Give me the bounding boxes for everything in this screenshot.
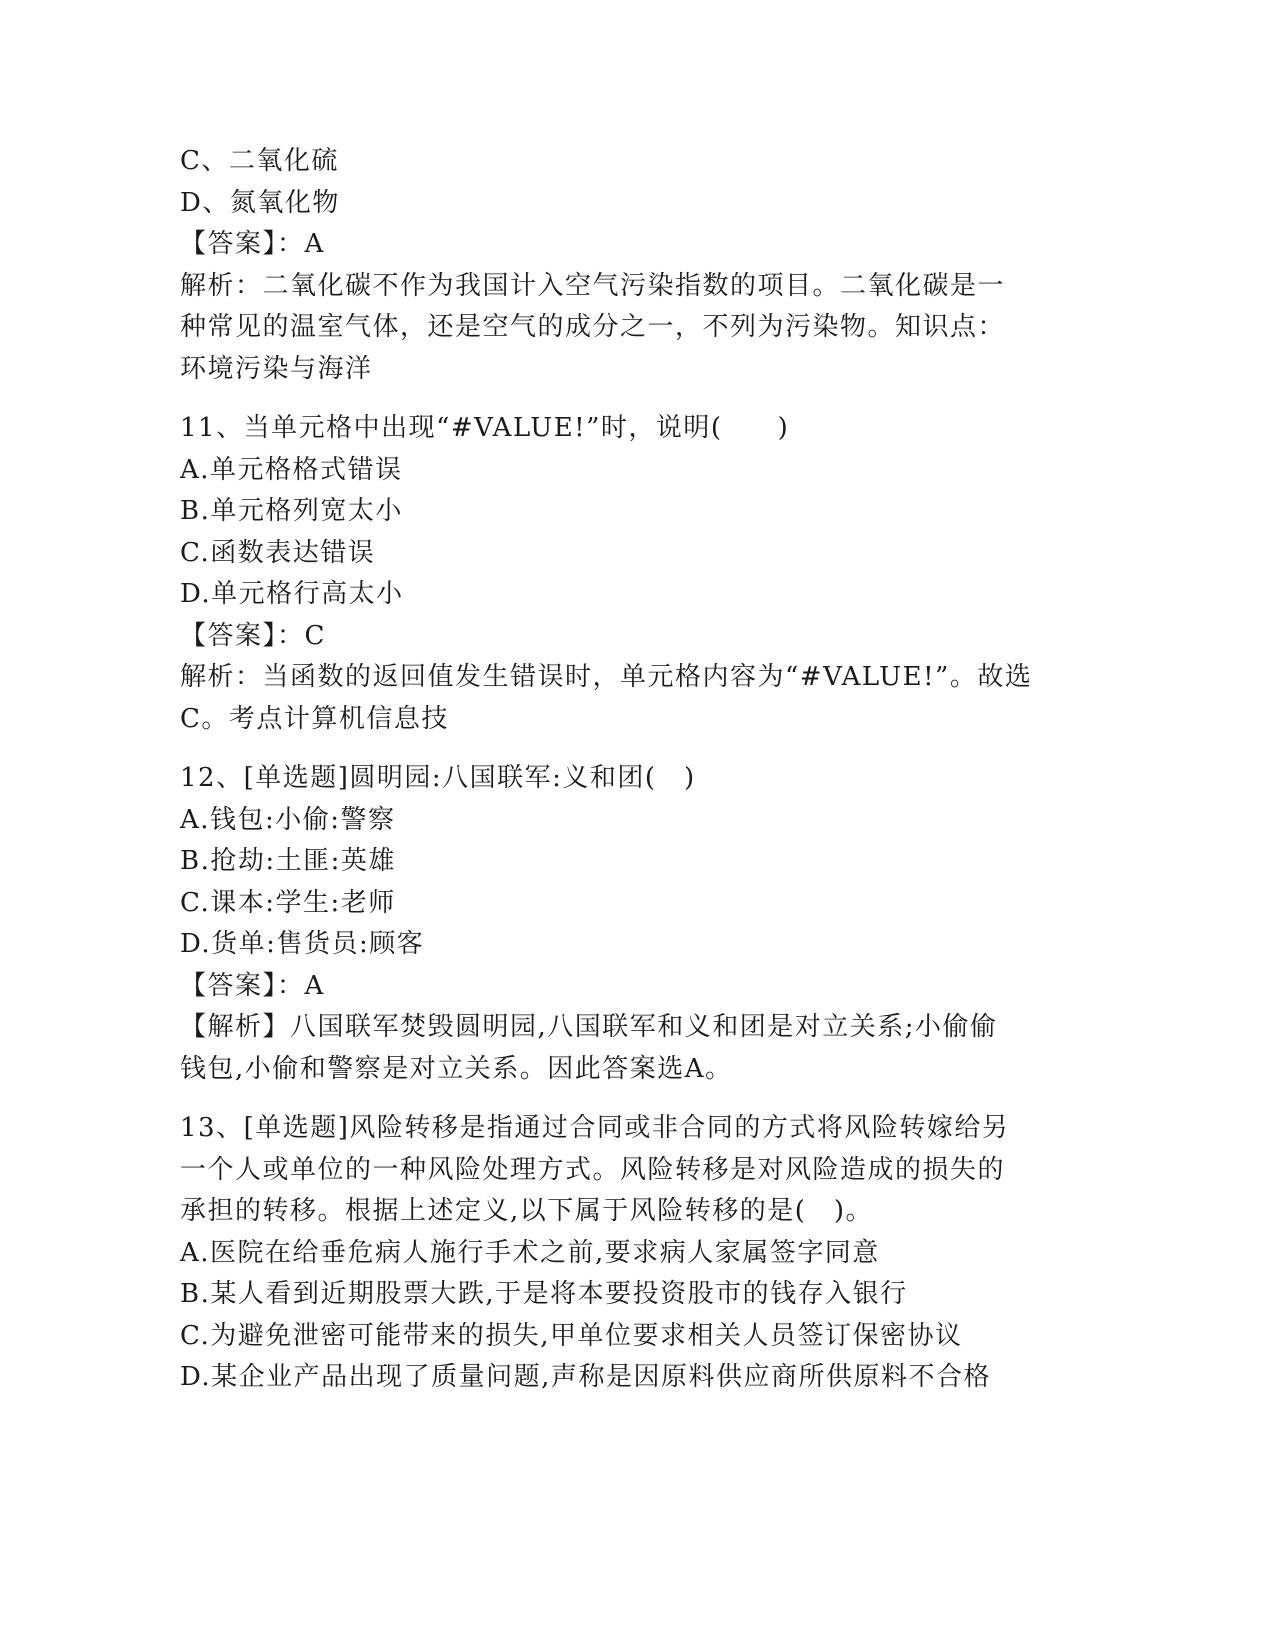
option-d: D.货单:售货员:顾客 [180,929,425,959]
question-13 [180,1108,1080,1399]
question-11 [180,408,1080,740]
question-stem: 承担的转移。根据上述定义,以下属于风险转移的是( )。 [180,1196,874,1226]
analysis-line: 钱包,小偷和警察是对立关系。因此答案选A。 [180,1053,733,1084]
answer: 【答案】：A [180,970,325,1001]
answer: 【答案】：A [180,229,325,259]
option-d: D.单元格行高太小 [180,579,404,609]
option-c: C.课本:学生:老师 [180,887,396,918]
question-stem: 13、[单选题]风险转移是指通过合同或非合同的方式将风险转嫁给另 [180,1113,1010,1143]
answer: 【答案】：C [180,620,326,651]
option-d: D、氮氧化物 [180,187,340,218]
question-10-continuation [180,141,1080,390]
analysis-line: 环境污染与海洋 [180,353,373,384]
option-b: B.抢劫:土匪:英雄 [180,846,396,876]
option-a: A.单元格格式错误 [180,454,403,485]
option-c: C.函数表达错误 [180,537,376,568]
analysis-line: C。考点计算机信息技 [180,703,449,734]
option-a: A.钱包:小偷:警察 [180,804,396,835]
option-b: B.某人看到近期股票大跌,于是将本要投资股市的钱存入银行 [180,1279,908,1309]
option-a: A.医院在给垂危病人施行手术之前,要求病人家属签字同意 [180,1237,880,1268]
question-stem: 一个人或单位的一种风险处理方式。风险转移是对风险造成的损失的 [180,1154,1006,1185]
analysis-line: 【解析】八国联军焚毁圆明园,八国联军和义和团是对立关系;小偷偷 [180,1012,998,1042]
analysis-line: 种常见的温室气体，还是空气的成分之一，不列为污染物。知识点： [180,312,1006,342]
option-c: C.为避免泄密可能带来的损失,甲单位要求相关人员签订保密协议 [180,1320,963,1351]
option-d: D.某企业产品出现了质量问题,声称是因原料供应商所供原料不合格 [180,1362,991,1392]
question-12 [180,758,1080,1090]
analysis-line: 解析：二氧化碳不作为我国计入空气污染指数的项目。二氧化碳是一 [180,270,1006,301]
analysis-line: 解析：当函数的返回值发生错误时，单元格内容为“#VALUE!”。故选 [180,662,1033,692]
option-b: B.单元格列宽太小 [180,496,403,526]
document-page [180,141,1080,1399]
question-stem: 11、当单元格中出现“#VALUE!”时，说明( ) [180,413,790,443]
option-c: C、二氧化硫 [180,146,339,176]
question-stem: 12、[单选题]圆明园:八国联军:义和团( ) [180,763,696,793]
